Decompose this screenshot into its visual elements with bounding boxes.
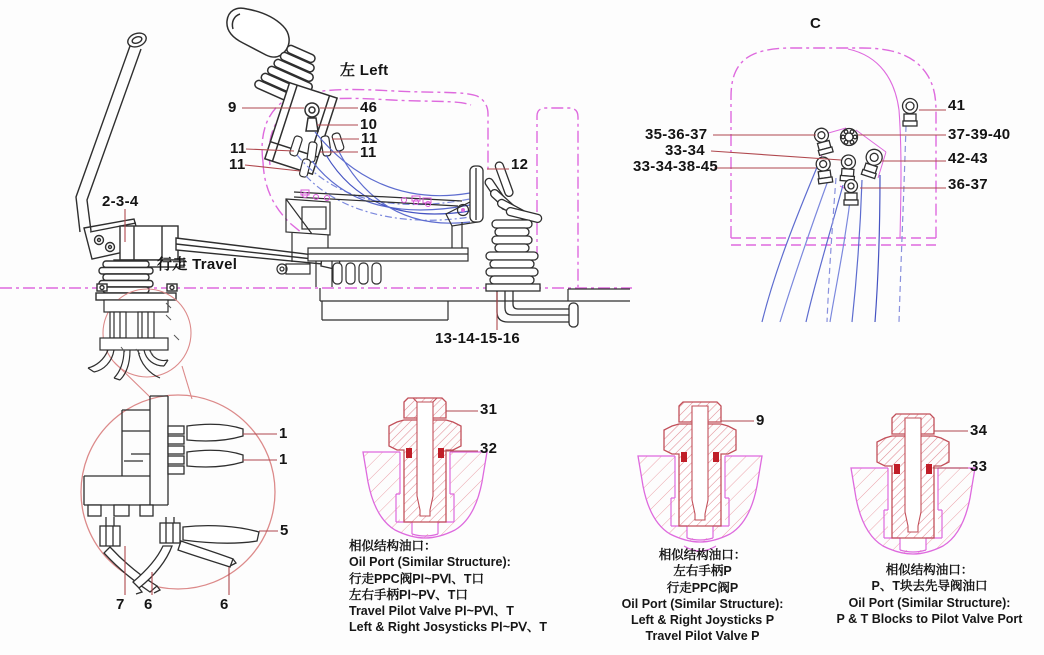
note-line: 相似结构油口： (349, 539, 437, 553)
callout-6b: 6 (220, 596, 229, 613)
callout-42-43: 42-43 (948, 150, 988, 167)
note-line: 行走PPC阀P (666, 580, 739, 595)
callout-11-r1: 11 (361, 130, 378, 147)
note-line: Oil Port (Similar Structure): (848, 595, 1011, 610)
callout-travel-lever: 2-3-4 (102, 193, 139, 210)
note-block-oil-port-travel (349, 538, 547, 636)
note-block-oil-port-pt-blocks (812, 562, 1044, 627)
callout-6a: 6 (144, 596, 153, 613)
callout-1a: 1 (279, 425, 288, 442)
note-line: 相似结构油口： (658, 548, 747, 562)
callout-34: 34 (970, 422, 988, 439)
note-line: Left & Right Joysticks P (630, 613, 775, 628)
note-line: Oil Port (Similar Structure): (349, 555, 511, 570)
callout-36-37: 36-37 (948, 176, 988, 193)
callout-11-l2: 11 (229, 156, 246, 173)
callout-41: 41 (948, 97, 966, 114)
note-line: Travel Pilot Valve PⅠ~PⅥ、T (349, 604, 514, 619)
note-block-oil-port-joysticks (600, 547, 805, 645)
callout-11-l1: 11 (230, 140, 247, 157)
cross-section-9 (638, 402, 762, 552)
callout-33-34: 33-34 (665, 142, 705, 159)
note-line: 行走PPC阀PⅠ~PⅥ、T口 (349, 571, 485, 586)
callout-46: 46 (360, 99, 378, 116)
note-line: 左右手柄PⅠ~PⅤ、T口 (349, 587, 468, 602)
label-left-joystick: 左 Left (340, 62, 389, 79)
callout-37-39-40: 37-39-40 (948, 126, 1011, 143)
callout-31: 31 (480, 401, 498, 418)
callout-33: 33 (970, 458, 988, 475)
detail-circle (81, 395, 275, 594)
note-line: P、T块去先导阀油口 (871, 579, 988, 594)
label-travel: 行走 Travel (157, 256, 238, 273)
label-section-c: C (810, 15, 822, 32)
note-line: Left & Right Josysticks PⅠ~PⅤ、T (349, 620, 548, 635)
boot-tube-assembly (470, 161, 578, 327)
callout-9: 9 (228, 99, 237, 116)
cross-section-34-33 (851, 414, 975, 554)
callout-10: 10 (360, 116, 378, 133)
callout-12: 12 (511, 156, 529, 173)
note-line: Travel Pilot Valve P (645, 629, 760, 644)
section-c (731, 48, 936, 322)
callout-1b: 1 (279, 451, 288, 468)
callout-7: 7 (116, 596, 125, 613)
note-line: 相似结构油口： (885, 563, 974, 577)
callout-5: 5 (280, 522, 289, 539)
callout-9-section: 9 (756, 412, 765, 429)
note-line: Oil Port (Similar Structure): (621, 596, 784, 611)
callout-33-34-38-45: 33-34-38-45 (633, 158, 719, 175)
note-line: 左右手柄P (673, 564, 732, 579)
cross-section-31-32 (363, 398, 487, 538)
callout-32: 32 (480, 440, 498, 457)
note-line: P & T Blocks to Pilot Valve Port (836, 611, 1023, 626)
callout-35-36-37: 35-36-37 (645, 126, 708, 143)
callout-11-r2: 11 (360, 144, 377, 161)
callout-13-14-15-16: 13-14-15-16 (435, 330, 521, 347)
travel-valve-mini (88, 300, 179, 380)
seat-base-assembly (277, 192, 630, 320)
